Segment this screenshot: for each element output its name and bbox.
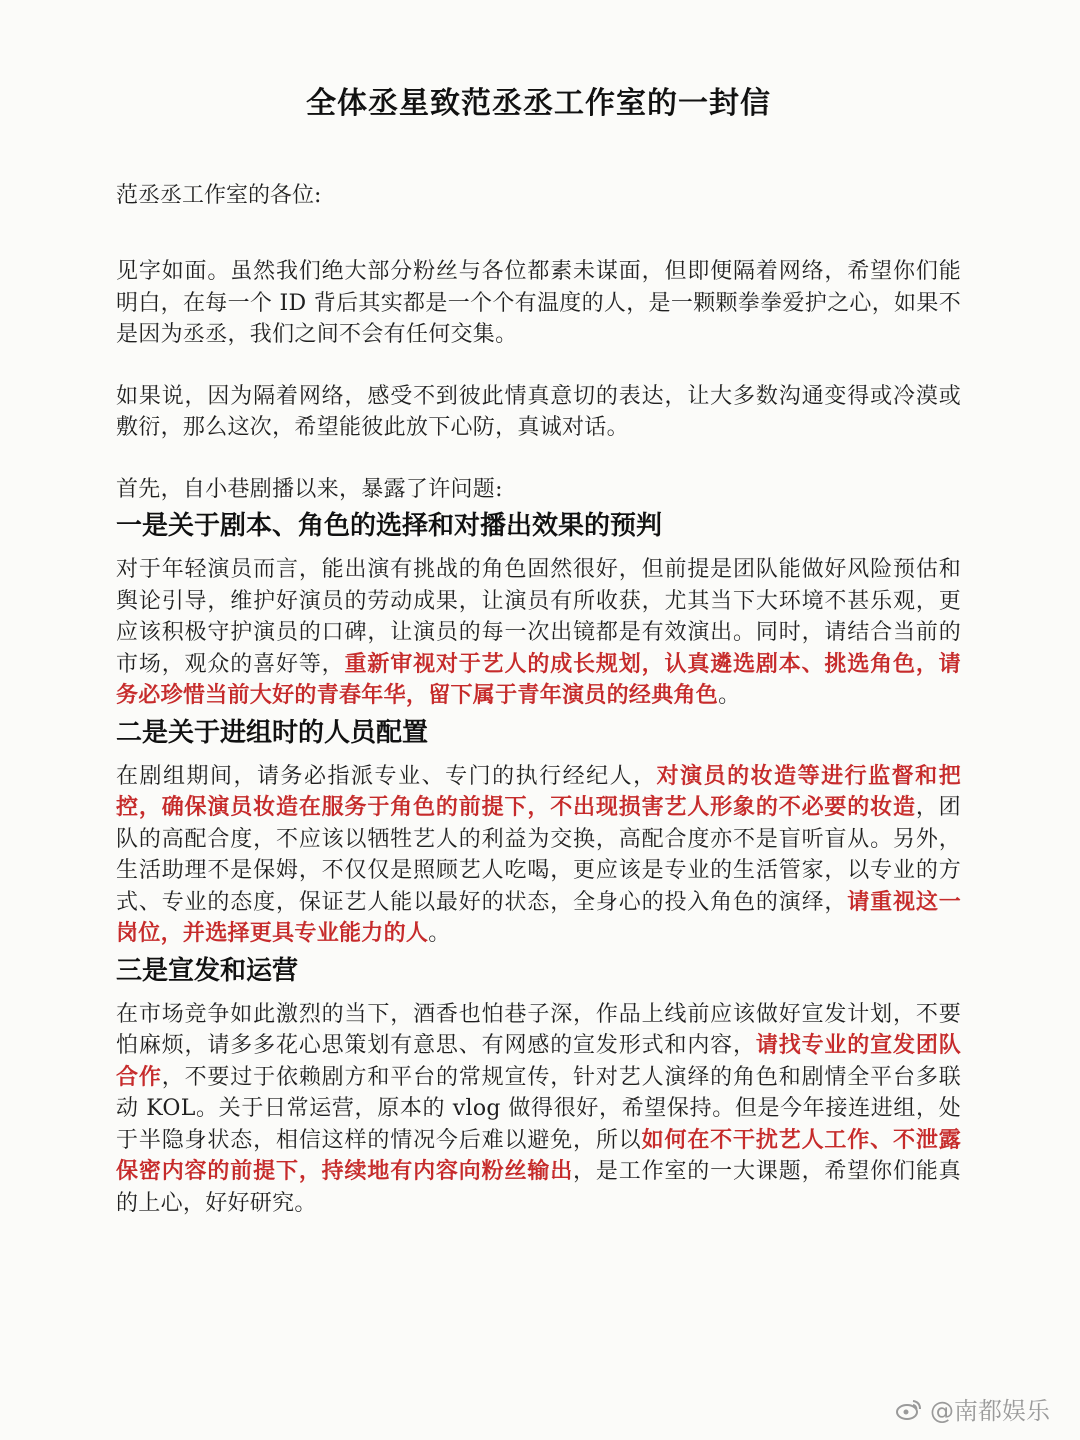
letter	[116, 78, 961, 1219]
section-3-text-2: ，不要过于依赖剧方和平台的常规宣传，针对艺人演绎的角色和剧情全平台多联动 KOL。关于日常运营，原本的 vlog 做得很好，希望保持。但是今年接连进组，处于半隐身状态，相信这样的情况今后难以避免，所以	[116, 1064, 961, 1153]
section-3-heading: 三是宣发和运营	[116, 955, 299, 986]
section-1-highlight-1: 重新审视对于艺人的成长规划，认真遴选剧本、挑选角色，请务必珍惜当前大好的青春年华，留下属于青年演员的经典角色	[116, 650, 961, 708]
paragraph-issues: 首先，自小巷剧播以来，暴露了许问题:	[116, 476, 503, 502]
salutation: 范丞丞工作室的各位:	[116, 183, 322, 208]
section-2-heading: 二是关于进组时的人员配置	[116, 717, 429, 748]
watermark	[896, 1391, 1050, 1426]
section-3-highlight-1: 请找专业的宣发团队合作	[116, 1032, 961, 1090]
section-3-text-1: 在市场竞争如此激烈的当下，酒香也怕巷子深，作品上线前应该做好宣发计划，不要怕麻烦，请多多花心思策划有意思、有网感的宣发形式和内容，	[116, 1001, 961, 1058]
section-1-body	[116, 554, 961, 712]
paragraph-intro: 见字如面。虽然我们绝大部分粉丝与各位都素未谋面，但即便隔着网络，希望你们能明白，在每一个 ID 背后其实都是一个个有温度的人，是一颗颗拳拳爱护之心，如果不是因为丞丞，我们之间不会有任何交集。	[116, 259, 961, 347]
section-1-heading: 一是关于剧本、角色的选择和对播出效果的预判	[116, 511, 663, 541]
paragraph-network: 如果说，因为隔着网络，感受不到彼此情真意切的表达，让大多数沟通变得或冷漠或敷衍，那么这次，希望能彼此放下心防，真诚对话。	[116, 383, 961, 440]
section-3-highlight-2: 如何在不干扰艺人工作、不泄露保密内容的前提下，持续地有内容向粉丝输出	[116, 1126, 961, 1184]
section-1-text-1: 对于年轻演员而言，能出演有挑战的角色固然很好，但前提是团队能做好风险预估和舆论引导，维护好演员的劳动成果，让演员有所收获，尤其当下大环境不甚乐观，更应该积极守护演员的口碑，让演员的每一次出镜都是有效演出。同时，请结合当前的市场，观众的喜好等，	[116, 557, 961, 677]
section-2-body	[116, 761, 961, 950]
section-2-text-1: 在剧组期间，请务必指派专业、专门的执行经纪人，	[116, 763, 657, 789]
section-2-text-3: 。	[428, 921, 451, 946]
section-2-highlight-1: 对演员的妆造等进行监督和把控，确保演员妆造在服务于角色的前提下，不出现损害艺人形象的不必要的妆造	[116, 762, 961, 820]
section-2-highlight-2: 请重视这一岗位，并选择更具专业能力的人	[116, 888, 961, 946]
section-3-text-3: ，是工作室的一大课题，希望你们能真的上心，好好研究。	[116, 1159, 961, 1216]
letter-title: 全体丞星致范丞丞工作室的一封信	[306, 86, 771, 121]
section-1-text-2: 。	[718, 683, 741, 708]
watermark-text: @南都娱乐	[930, 1397, 1050, 1425]
section-2-text-2: ，团队的高配合度，不应该以牺牲艺人的利益为交换，高配合度亦不是盲听盲从。另外，生活助理不是保姆，不仅仅是照顾艺人吃喝，更应该是专业的生活管家，以专业的方式、专业的态度，保证艺人能以最好的状态，全身心的投入角色的演绎，	[116, 795, 961, 915]
weibo-icon	[896, 1398, 922, 1420]
section-3-body	[116, 999, 961, 1220]
